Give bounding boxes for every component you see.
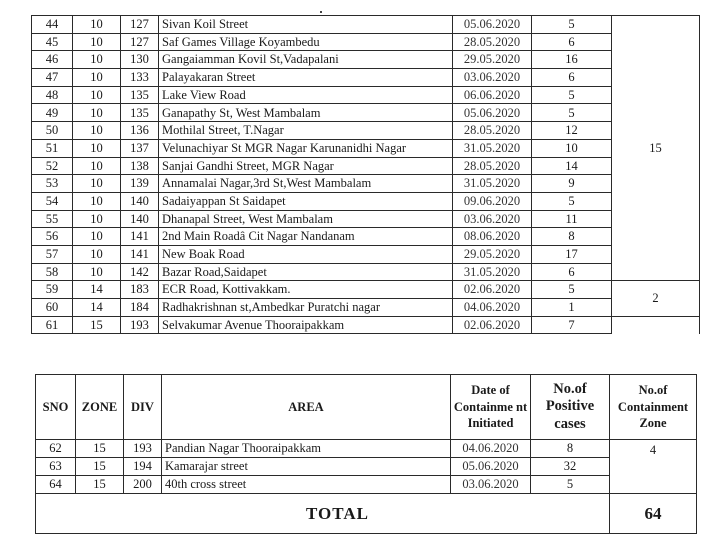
zone-cell: 10 (73, 192, 121, 210)
date-cell: 03.06.2020 (451, 476, 531, 494)
div-cell: 127 (121, 16, 159, 34)
area-cell: Radhakrishnan st,Ambedkar Puratchi nagar (159, 299, 453, 317)
sno-cell: 64 (36, 476, 76, 494)
div-cell: 193 (121, 316, 159, 334)
sno-cell: 55 (32, 210, 73, 228)
table-row (32, 139, 700, 157)
area-cell: New Boak Road (159, 245, 453, 263)
sno-cell: 52 (32, 157, 73, 175)
positive-cases-cell: 1 (532, 299, 612, 317)
header-positive-cases: No.of Positive cases (531, 375, 610, 440)
table-row (32, 122, 700, 140)
positive-cases-cell: 9 (532, 175, 612, 193)
positive-cases-cell: 8 (532, 228, 612, 246)
date-cell: 31.05.2020 (453, 175, 532, 193)
sno-cell: 51 (32, 139, 73, 157)
zone-cell: 10 (73, 139, 121, 157)
div-cell: 137 (121, 139, 159, 157)
positive-cases-cell: 5 (532, 281, 612, 299)
header-area: AREA (162, 375, 451, 440)
date-cell: 04.06.2020 (453, 299, 532, 317)
zone-cell: 10 (73, 157, 121, 175)
table-row (32, 210, 700, 228)
area-cell: 40th cross street (162, 476, 451, 494)
date-cell: 29.05.2020 (453, 51, 532, 69)
table-row (36, 440, 697, 458)
table-row (32, 192, 700, 210)
sno-cell: 63 (36, 458, 76, 476)
area-cell: Selvakumar Avenue Thooraipakkam (159, 316, 453, 334)
positive-cases-cell: 6 (532, 69, 612, 87)
area-cell: Gangaiamman Kovil St,Vadapalani (159, 51, 453, 69)
date-cell: 05.06.2020 (451, 458, 531, 476)
table-row (32, 51, 700, 69)
area-cell: Sadaiyappan St Saidapet (159, 192, 453, 210)
table-row (32, 228, 700, 246)
sno-cell: 45 (32, 33, 73, 51)
table-row (32, 263, 700, 281)
area-cell: Sivan Koil Street (159, 16, 453, 34)
sno-cell: 61 (32, 316, 73, 334)
div-cell: 127 (121, 33, 159, 51)
area-cell: Bazar Road,Saidapet (159, 263, 453, 281)
area-cell: Dhanapal Street, West Mambalam (159, 210, 453, 228)
containment-zone-count: 15 (612, 16, 700, 281)
zone-cell: 10 (73, 104, 121, 122)
positive-cases-cell: 14 (532, 157, 612, 175)
positive-cases-cell: 8 (531, 440, 610, 458)
area-cell: Mothilal Street, T.Nagar (159, 122, 453, 140)
zone-cell: 15 (76, 440, 124, 458)
sno-cell: 49 (32, 104, 73, 122)
positive-cases-cell: 11 (532, 210, 612, 228)
zone-cell: 10 (73, 51, 121, 69)
table-row (32, 316, 700, 334)
area-cell: Sanjai Gandhi Street, MGR Nagar (159, 157, 453, 175)
date-cell: 08.06.2020 (453, 228, 532, 246)
div-cell: 138 (121, 157, 159, 175)
total-row (36, 494, 697, 534)
zone-cell: 14 (73, 299, 121, 317)
zone-cell: 10 (73, 16, 121, 34)
date-cell: 29.05.2020 (453, 245, 532, 263)
area-cell: Saf Games Village Koyambedu (159, 33, 453, 51)
area-cell: Velunachiyar St MGR Nagar Karunanidhi Nagar (159, 139, 453, 157)
div-cell: 140 (121, 192, 159, 210)
div-cell: 183 (121, 281, 159, 299)
sno-cell: 44 (32, 16, 73, 34)
positive-cases-cell: 32 (531, 458, 610, 476)
sno-cell: 53 (32, 175, 73, 193)
table-row (32, 245, 700, 263)
positive-cases-cell: 5 (531, 476, 610, 494)
header-zone: ZONE (76, 375, 124, 440)
sno-cell: 50 (32, 122, 73, 140)
div-cell: 136 (121, 122, 159, 140)
containment-zone-cell (612, 316, 700, 334)
div-cell: 133 (121, 69, 159, 87)
zone-cell: 10 (73, 175, 121, 193)
area-cell: 2nd Main Roadâ Cit Nagar Nandanam (159, 228, 453, 246)
zone-cell: 15 (73, 316, 121, 334)
sno-cell: 46 (32, 51, 73, 69)
total-value: 64 (610, 494, 697, 534)
zone-cell: 10 (73, 33, 121, 51)
date-cell: 09.06.2020 (453, 192, 532, 210)
zone-cell: 10 (73, 86, 121, 104)
date-cell: 05.06.2020 (453, 104, 532, 122)
containment-zone-count: 4 (610, 440, 697, 494)
sno-cell: 54 (32, 192, 73, 210)
area-cell: Palayakaran Street (159, 69, 453, 87)
table-row (32, 16, 700, 34)
zone-cell: 10 (73, 69, 121, 87)
containment-zone-count: 2 (612, 281, 700, 316)
header-row (36, 375, 697, 440)
zone-cell: 10 (73, 122, 121, 140)
div-cell: 130 (121, 51, 159, 69)
area-cell: Pandian Nagar Thooraipakkam (162, 440, 451, 458)
date-cell: 31.05.2020 (453, 139, 532, 157)
sno-cell: 59 (32, 281, 73, 299)
area-cell: ECR Road, Kottivakkam. (159, 281, 453, 299)
positive-cases-cell: 17 (532, 245, 612, 263)
sno-cell: 48 (32, 86, 73, 104)
date-cell: 02.06.2020 (453, 316, 532, 334)
table-row (32, 175, 700, 193)
zone-cell: 15 (76, 476, 124, 494)
positive-cases-cell: 5 (532, 86, 612, 104)
div-cell: 140 (121, 210, 159, 228)
table-row (32, 299, 700, 317)
header-containment-zone: No.of Containment Zone (610, 375, 697, 440)
zone-cell: 10 (73, 228, 121, 246)
header-div: DIV (124, 375, 162, 440)
table-row (36, 458, 697, 476)
positive-cases-cell: 5 (532, 192, 612, 210)
positive-cases-cell: 16 (532, 51, 612, 69)
div-cell: 135 (121, 86, 159, 104)
positive-cases-cell: 5 (532, 16, 612, 34)
div-cell: 141 (121, 228, 159, 246)
positive-cases-cell: 7 (532, 316, 612, 334)
table-row (36, 476, 697, 494)
sno-cell: 60 (32, 299, 73, 317)
table-row (32, 69, 700, 87)
zone-cell: 14 (73, 281, 121, 299)
containment-table-continued (31, 15, 700, 334)
table-row (32, 157, 700, 175)
positive-cases-cell: 12 (532, 122, 612, 140)
table-row (32, 33, 700, 51)
zone-cell: 15 (76, 458, 124, 476)
date-cell: 28.05.2020 (453, 33, 532, 51)
date-cell: 03.06.2020 (453, 210, 532, 228)
positive-cases-cell: 5 (532, 104, 612, 122)
containment-table-zone15 (35, 374, 697, 534)
zone-cell: 10 (73, 245, 121, 263)
positive-cases-cell: 10 (532, 139, 612, 157)
date-cell: 02.06.2020 (453, 281, 532, 299)
date-cell: 04.06.2020 (451, 440, 531, 458)
sno-cell: 47 (32, 69, 73, 87)
zone-cell: 10 (73, 263, 121, 281)
div-cell: 184 (121, 299, 159, 317)
scan-mark (320, 11, 322, 13)
area-cell: Annamalai Nagar,3rd St,West Mambalam (159, 175, 453, 193)
div-cell: 200 (124, 476, 162, 494)
area-cell: Lake View Road (159, 86, 453, 104)
area-cell: Ganapathy St, West Mambalam (159, 104, 453, 122)
date-cell: 28.05.2020 (453, 157, 532, 175)
div-cell: 142 (121, 263, 159, 281)
header-sno: SNO (36, 375, 76, 440)
table-row (32, 104, 700, 122)
sno-cell: 57 (32, 245, 73, 263)
positive-cases-cell: 6 (532, 263, 612, 281)
total-label: TOTAL (36, 494, 610, 534)
div-cell: 135 (121, 104, 159, 122)
date-cell: 06.06.2020 (453, 86, 532, 104)
date-cell: 05.06.2020 (453, 16, 532, 34)
date-cell: 03.06.2020 (453, 69, 532, 87)
sno-cell: 62 (36, 440, 76, 458)
sno-cell: 58 (32, 263, 73, 281)
table-row (32, 281, 700, 299)
div-cell: 141 (121, 245, 159, 263)
date-cell: 31.05.2020 (453, 263, 532, 281)
area-cell: Kamarajar street (162, 458, 451, 476)
positive-cases-cell: 6 (532, 33, 612, 51)
div-cell: 139 (121, 175, 159, 193)
zone-cell: 10 (73, 210, 121, 228)
header-date: Date of Containme nt Initiated (451, 375, 531, 440)
sno-cell: 56 (32, 228, 73, 246)
date-cell: 28.05.2020 (453, 122, 532, 140)
div-cell: 194 (124, 458, 162, 476)
table-row (32, 86, 700, 104)
div-cell: 193 (124, 440, 162, 458)
